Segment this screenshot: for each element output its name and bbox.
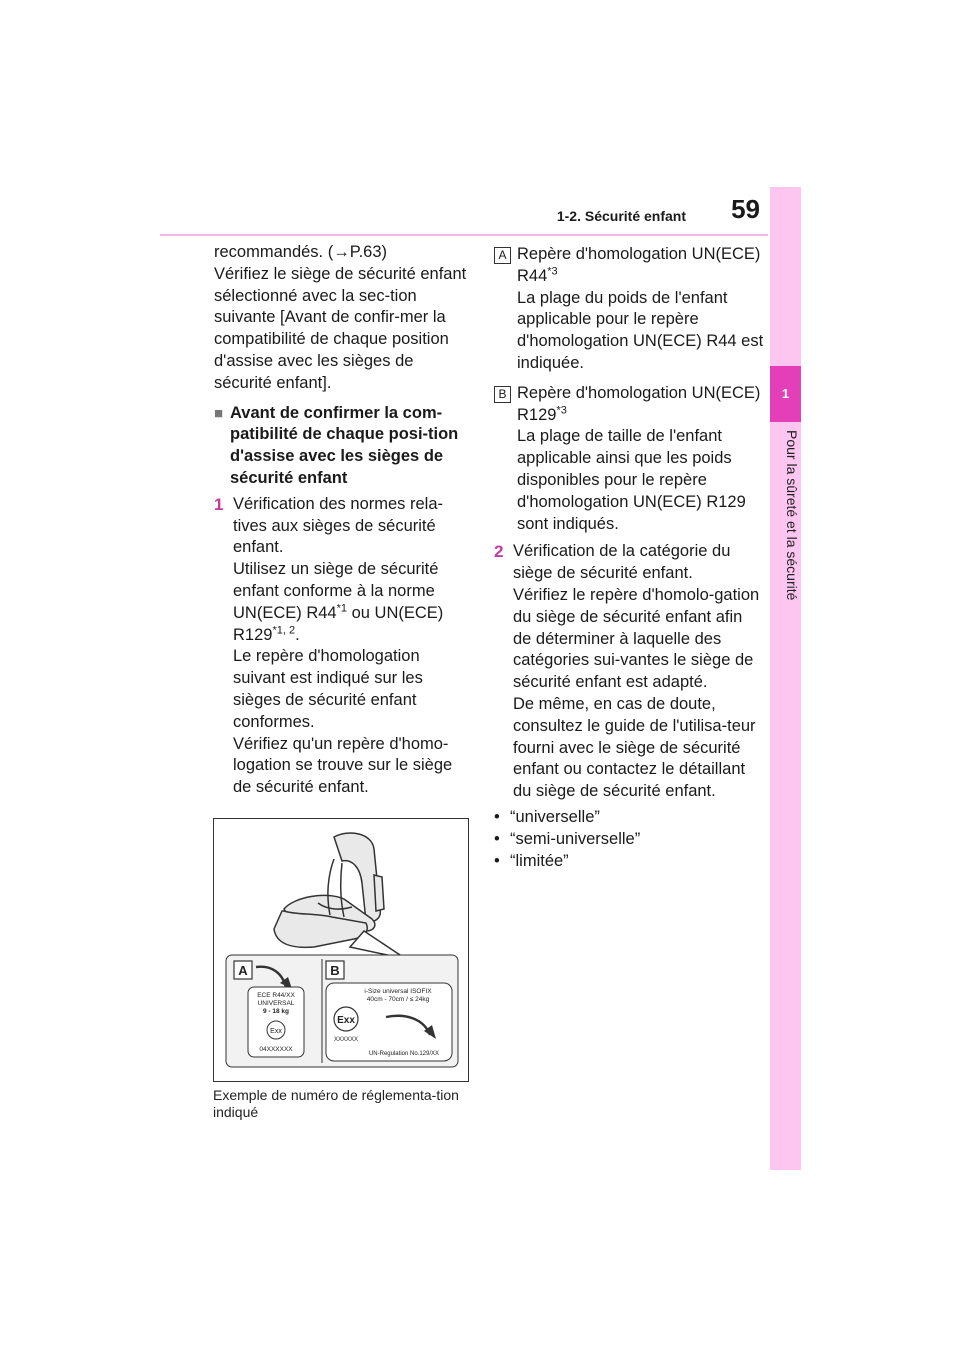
intro-paragraph [214,242,472,395]
step-1-text-b: ou UN(ECE) R129 [233,603,444,644]
r44-number: 04XXXXXX [259,1046,293,1053]
item-a-body [517,244,764,375]
step-2-line-2: Vérifiez le repère d'homolo-gation du siège de sécurité enfant afin de déterminer à laquelle des catégories sui-vantes le siège de sécurité enfant est adapté. [513,585,760,692]
square-bullet-icon: ■ [214,404,224,422]
category-universal: “universelle” [510,807,600,826]
step-1-line-2 [233,559,472,646]
item-a-title [517,244,764,288]
step-1-line-3: Le repère d'homologation suivant est indiqué sur les sièges de sécurité enfant conformes. [233,647,423,731]
category-semi-universal: “semi-universelle” [510,829,641,848]
r129-number: XXXXXX [333,1037,359,1043]
page-number: 59 [731,194,760,224]
footnote-ref: *1, 2 [272,624,296,637]
figure-label-a: A [238,963,248,978]
item-a [494,244,764,375]
left-column [214,242,472,799]
step-2-line-3: De même, en cas de doute, consultez le guide de l'utilisa-teur fourni avec le siège de sécurité enfant ou contactez le détaillant du siège de sécurité enfant. [513,694,756,801]
item-a-description: La plage du poids de l'enfant applicable pour le repère d'homologation UN(ECE) R44 est indiquée. [517,288,764,372]
list-item [494,829,764,851]
step-1-text-c: . [295,625,300,644]
figure-caption: Exemple de numéro de réglementa-tion indiqué [213,1087,459,1120]
r44-emark: Exx [270,1028,282,1035]
child-seat-icon [274,833,384,947]
item-a-title-text: Repère d'homologation UN(ECE) R44 [517,245,761,285]
step-number: 1 [214,494,224,514]
list-item [494,807,764,829]
subsection-heading-text: Avant de confirmer la com-patibilité de chaque posi-tion d'assise avec les sièges de sécurité enfant [230,403,459,487]
r44-line-3: 9 - 18 kg [262,1008,290,1015]
r44-line-2: UNIVERSAL [257,1000,295,1007]
tag-b: B [494,386,511,403]
chapter-title: Pour la sûreté et la sécurité [784,430,800,601]
step-1-text-a: Utilisez un siège de sécurité enfant conforme à la norme UN(ECE) R44 [233,560,439,622]
r129-line-2: 40cm - 70cm / ≤ 24kg [366,996,430,1003]
step-2-line-1: Vérification de la catégorie du siège de sécurité enfant. [513,542,731,583]
step-1-body [233,494,472,799]
figure-label-b: B [330,963,340,978]
footnote-ref: *1 [336,602,348,615]
r129-emark: Exx [337,1015,355,1026]
bullet-icon: • [494,851,500,870]
step-2 [494,541,764,803]
step-1-line-4: Vérifiez qu'un repère d'homo-logation se trouve sur le siège de sécurité enfant. [233,734,453,797]
r44-line-1: ECE R44/XX [257,992,295,999]
item-b-title [517,383,764,427]
category-list [494,807,764,872]
bullet-icon: • [494,807,500,826]
item-b-title-text: Repère d'homologation UN(ECE) R129 [517,383,761,424]
tag-a: A [494,247,511,264]
item-b [494,383,764,536]
approval-mark-figure [213,818,469,1082]
category-limited: “limitée” [510,851,569,870]
chapter-number: 1 [770,366,801,422]
item-b-body [517,383,764,536]
right-column [494,242,764,872]
r129-regulation: UN-Regulation No.129/XX [368,1051,440,1057]
footnote-ref: *3 [547,265,558,278]
subsection-heading [214,403,472,490]
intro-line-2: Vérifiez le siège de sécurité enfant sélectionné avec la sec-tion suivante [Avant de confir-mer la compatibilité de chaque position d'assise avec les sièges de sécurité enfant]. [214,264,467,392]
child-seat-illustration [214,819,468,1081]
step-1-line-1: Vérification des normes rela-tives aux sièges de sécurité enfant. [233,494,444,557]
header-divider [160,234,768,236]
page-header [160,196,768,236]
r129-line-1: i-Size universal ISOFIX [364,988,432,995]
step-2-body [513,541,764,803]
list-item [494,851,764,873]
item-b-description: La plage de taille de l'enfant applicable ainsi que les poids disponibles pour le repère d'homologation UN(ECE) R129 sont indiqués. [517,427,746,533]
step-number: 2 [494,542,504,562]
intro-line-1: recommandés. (→P.63) [214,243,388,261]
bullet-icon: • [494,829,500,848]
footnote-ref: *3 [556,404,567,417]
section-title: 1-2. Sécurité enfant [556,208,686,224]
step-1 [214,494,472,799]
